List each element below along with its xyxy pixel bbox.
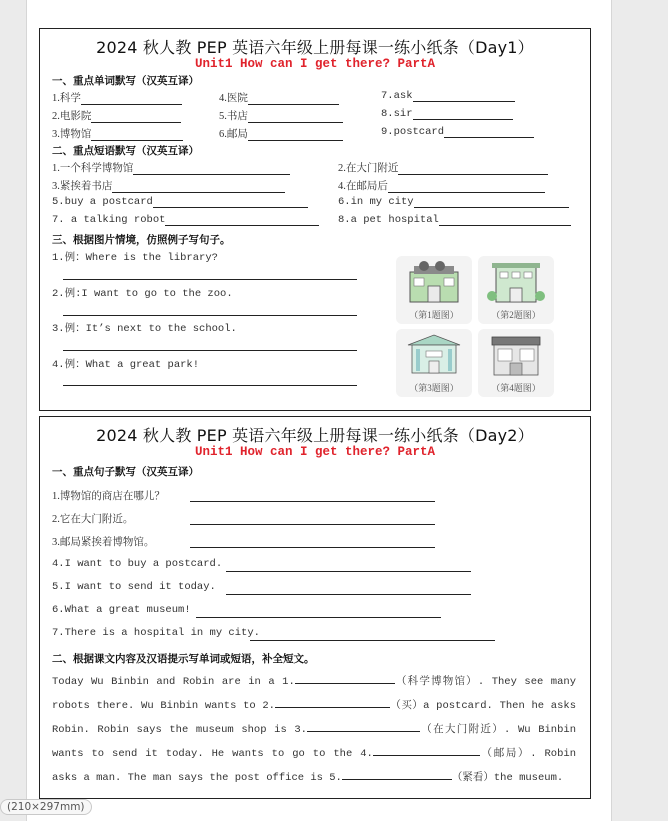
answer-line: [190, 524, 435, 525]
bookstore-icon: [486, 333, 546, 377]
example-sentence: 4.例：What a great park!: [52, 359, 200, 371]
section-heading-sentences: 一、重点句子默写（汉英互译）: [52, 466, 199, 478]
sentence-item: 3.邮局紧挨着博物馆。: [52, 537, 155, 548]
page-title: 2024 秋人教 PEP 英语六年级上册每课一练小纸条（Day1）: [96, 38, 534, 57]
picture-caption: （第1题图）: [409, 310, 459, 320]
section-heading-words: 一、重点单词默写（汉英互译）: [52, 75, 199, 87]
word-item: 5.书店: [219, 108, 343, 123]
section-heading-phrases: 二、重点短语默写（汉英互译）: [52, 145, 199, 157]
answer-line: [226, 594, 471, 595]
answer-line: [63, 385, 357, 386]
unit-subtitle: Unit1 How can I get there? PartA: [194, 445, 436, 459]
answer-line: [196, 617, 441, 618]
section-heading-passage: 二、根据课文内容及汉语提示写单词或短语，补全短文。: [52, 653, 315, 665]
page-title: 2024 秋人教 PEP 英语六年级上册每课一练小纸条（Day2）: [96, 426, 534, 445]
phrase-item: 8.a pet hospital: [338, 214, 571, 226]
example-sentence: 2.例:I want to go to the zoo.: [52, 288, 233, 300]
cinema-icon: [404, 260, 464, 304]
answer-line: [63, 279, 357, 280]
cloze-blank: [275, 697, 390, 708]
cloze-blank: [342, 769, 452, 780]
phrase-item: 6.in my city: [338, 196, 569, 208]
page-size-label: (210×297mm): [0, 799, 92, 815]
word-item: 4.医院: [219, 90, 339, 105]
word-item: 9.postcard: [381, 126, 534, 138]
answer-line: [250, 640, 495, 641]
sentence-item: 7.There is a hospital in my city.: [52, 627, 260, 639]
phrase-item: 4.在邮局后: [338, 178, 545, 193]
sentence-item: 4.I want to buy a postcard.: [52, 558, 223, 570]
unit-subtitle: Unit1 How can I get there? PartA: [194, 57, 436, 71]
cloze-blank: [373, 745, 480, 756]
word-item: 1.科学: [52, 90, 182, 105]
cloze-blank: [307, 721, 420, 732]
picture-caption: （第3题图）: [409, 383, 459, 393]
phrase-item: 1.一个科学博物馆: [52, 160, 290, 175]
sentence-item: 2.它在大门附近。: [52, 514, 134, 525]
answer-line: [63, 315, 357, 316]
example-sentence: 1.例：Where is the library?: [52, 252, 218, 264]
picture-grid: [396, 256, 556, 397]
picture-1: [396, 256, 472, 324]
answer-line: [190, 547, 435, 548]
hospital-icon: [486, 260, 546, 304]
museum-icon: [404, 333, 464, 377]
phrase-item: 2.在大门附近: [338, 160, 548, 175]
cloze-passage: Today Wu Binbin and Robin are in a 1. （科学博物馆）. They see many robots there. Wu Binbin wants to 2. （买）a postcard. Then he asks Robin. Robin says the museum shop is 3. （在大门附近）. Wu Binbin wants to send it today. He wants to go to the 4. （邮局）. Robin asks a man. The man says the post office is 5. （紧看）the museum.: [52, 675, 577, 784]
word-item: 6.邮局: [219, 126, 343, 141]
worksheet-day2: [39, 416, 591, 799]
phrase-item: 3.紧挨着书店: [52, 178, 285, 193]
phrase-item: 5.buy a postcard: [52, 196, 308, 208]
word-item: 7.ask: [381, 90, 515, 102]
sentence-item: 1.博物馆的商店在哪儿？: [52, 491, 165, 502]
sentence-item: 5.I want to send it today.: [52, 581, 216, 593]
cloze-blank: [295, 673, 395, 684]
answer-line: [190, 501, 435, 502]
example-sentence: 3.例：It’s next to the school.: [52, 323, 237, 335]
answer-line: [63, 350, 357, 351]
word-item: 8.sir: [381, 108, 513, 120]
picture-3: [396, 329, 472, 397]
picture-4: [478, 329, 554, 397]
worksheet-day1: [39, 28, 591, 411]
picture-caption: （第4题图）: [491, 383, 541, 393]
section-heading-pictures: 三、根据图片情境，仿照例子写句子。: [52, 234, 231, 246]
word-item: 2.电影院: [52, 108, 181, 123]
picture-2: [478, 256, 554, 324]
answer-line: [226, 571, 471, 572]
word-item: 3.博物馆: [52, 126, 183, 141]
sentence-item: 6.What a great museum!: [52, 604, 191, 616]
picture-caption: （第2题图）: [491, 310, 541, 320]
phrase-item: 7. a talking robot: [52, 214, 319, 226]
